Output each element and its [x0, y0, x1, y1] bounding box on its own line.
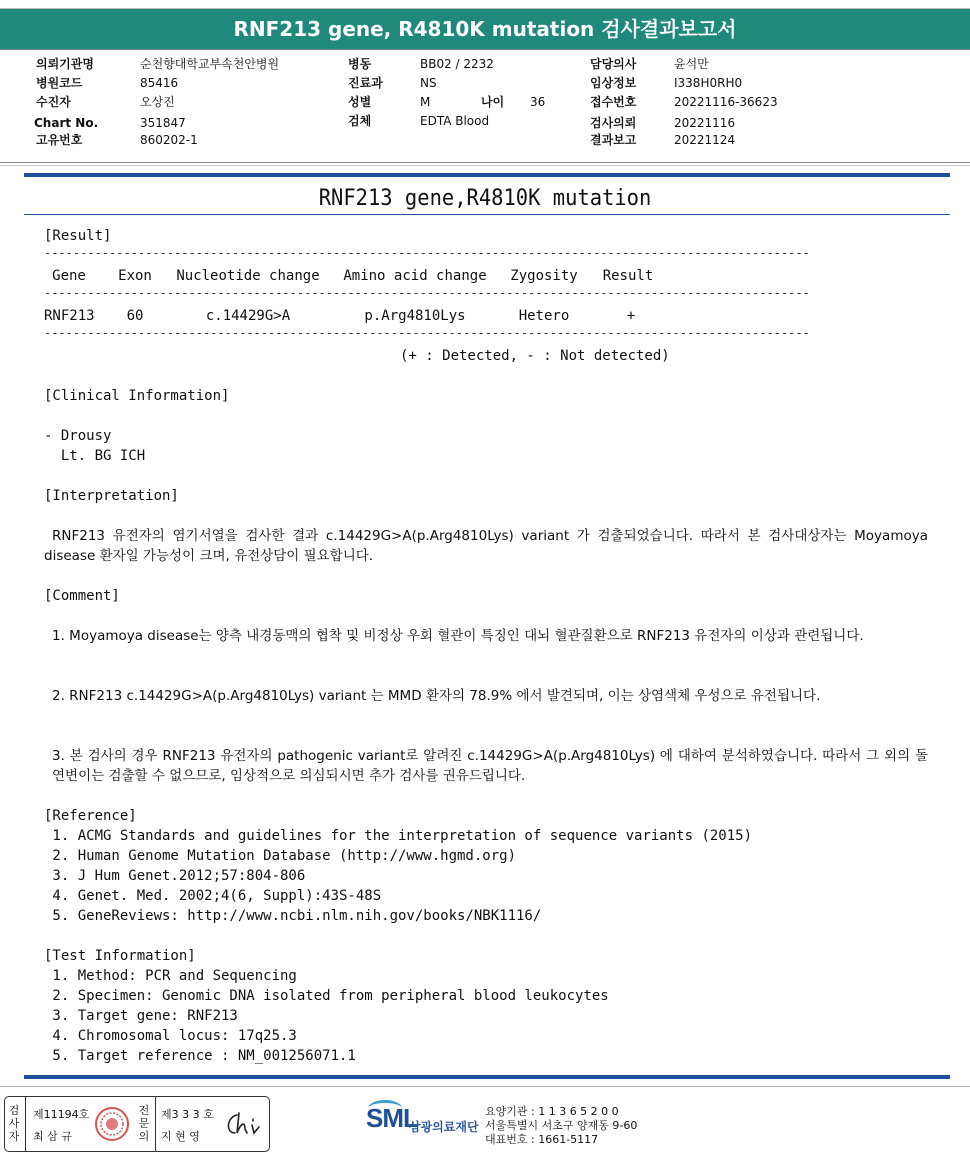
label-patient: 수진자: [36, 95, 71, 109]
comment-heading: [Comment]: [44, 588, 120, 604]
sig2-vertical-1: 전: [138, 1104, 150, 1117]
interpretation-text: RNF213 유전자의 염기서열을 검사한 결과 c.14429G>A(p.Arg4810Lys) variant 가 검출되었습니다. 따라서 본 검사대상자는 Moyamoya disease 환자일 가능성이 크며, 유전상담이 필요합니다.: [44, 528, 928, 564]
label-requesting-institution: 의뢰기관명: [36, 57, 94, 71]
sig2-name: 지 현 영: [161, 1130, 200, 1143]
value-department: NS: [420, 76, 437, 90]
test-info-item-3: 3. Target gene: RNF213: [44, 1008, 238, 1024]
test-info-heading: [Test Information]: [44, 948, 196, 964]
value-requesting-institution: 순천향대학교부속천안병원: [140, 57, 280, 71]
value-chart-no: 351847: [140, 116, 186, 130]
address-line-1: 요양기관 : 1 1 3 6 5 2 0 0: [485, 1105, 619, 1118]
value-specimen: EDTA Blood: [420, 114, 490, 128]
result-legend: (+ : Detected, - : Not detected): [400, 348, 670, 364]
value-physician: 윤석만: [674, 57, 709, 71]
label-chart-no: Chart No.: [34, 116, 99, 130]
sig1-vertical-3: 자: [8, 1130, 20, 1143]
table-dash-bottom: ----------------------------------------------------------------------------------------------------------: [44, 326, 810, 340]
footer-divider: [0, 1086, 970, 1087]
handwritten-signature-icon: [223, 1109, 261, 1139]
label-sex: 성별: [348, 95, 372, 109]
value-sex: M: [420, 95, 431, 109]
report-title: RNF213 gene,R4810K mutation: [318, 186, 652, 211]
label-age: 나이: [481, 95, 505, 109]
sig2-vertical-2: 문: [138, 1117, 150, 1130]
reference-item-3: 3. J Hum Genet.2012;57:804-806: [44, 868, 306, 884]
interpretation-heading: [Interpretation]: [44, 488, 179, 504]
reference-heading: [Reference]: [44, 808, 137, 824]
sig2-vertical-3: 의: [138, 1130, 150, 1143]
label-request-date: 검사의뢰: [590, 116, 637, 130]
table-dash-top: ----------------------------------------------------------------------------------------------------------: [44, 246, 810, 260]
header-divider-secondary: [0, 165, 970, 166]
test-info-item-1: 1. Method: PCR and Sequencing: [44, 968, 297, 984]
label-report-date: 결과보고: [590, 133, 637, 147]
value-receipt-no: 20221116-36623: [674, 95, 778, 109]
label-department: 진료과: [348, 76, 383, 90]
reference-item-5: 5. GeneReviews: http://www.ncbi.nlm.nih.gov/books/NBK1116/: [44, 908, 542, 924]
reference-item-4: 4. Genet. Med. 2002;4(6, Suppl):43S-48S: [44, 888, 382, 904]
sig-divider-1: [25, 1097, 26, 1151]
value-request-date: 20221116: [674, 116, 736, 130]
comment-3: 3. 본 검사의 경우 RNF213 유전자의 pathogenic variant로 알려진 c.14429G>A(p.Arg4810Lys) 에 대하여 분석하였습니다. 따라서 그 외의 돌연변이는 검출할 수 없으므로, 임상적으로 의심되시면 추가 검사를 권유드립니다.: [52, 748, 928, 784]
value-age: 36: [530, 95, 546, 109]
test-info-item-4: 4. Chromosomal locus: 17q25.3: [44, 1028, 297, 1044]
value-patient: 오상진: [140, 95, 175, 109]
comment-1: 1. Moyamoya disease는 양측 내경동맥의 협착 및 비정상 우회 혈관이 특징인 대뇌 혈관질환으로 RNF213 유전자의 이상과 관련됩니다.: [52, 628, 864, 644]
header-divider: [0, 162, 970, 163]
label-hospital-code: 병원코드: [36, 76, 83, 90]
label-physician: 담당의사: [590, 57, 637, 71]
sig1-vertical-2: 사: [8, 1117, 20, 1130]
clinical-heading: [Clinical Information]: [44, 388, 230, 404]
report-banner-title: RNF213 gene, R4810K mutation 검사결과보고서: [0, 8, 970, 50]
org-name: 삼광의료재단: [409, 1120, 479, 1134]
label-specimen: 검체: [348, 114, 372, 128]
table-dash-middle: ----------------------------------------------------------------------------------------------------------: [44, 286, 810, 300]
sig2-license: 제3 3 3 호: [161, 1108, 214, 1121]
label-unique-id: 고유번호: [36, 133, 83, 147]
sig-divider-2: [155, 1097, 156, 1151]
th-amino-acid: Amino acid change: [343, 268, 487, 284]
seal-stamp-icon: [94, 1106, 130, 1142]
td-result: +: [626, 308, 636, 324]
address-line-2: 서울특별시 서초구 양재동 9-60: [485, 1119, 638, 1132]
td-zygosity: Hetero: [518, 308, 570, 324]
sig1-license: 제11194호: [33, 1108, 90, 1121]
test-info-item-2: 2. Specimen: Genomic DNA isolated from peripheral blood leukocytes: [44, 988, 609, 1004]
address-line-3: 대표번호 : 1661-5117: [485, 1133, 599, 1146]
value-clinical-info: I338H0RH0: [674, 76, 743, 90]
td-amino-acid: p.Arg4810Lys: [364, 308, 466, 324]
value-report-date: 20221124: [674, 133, 736, 147]
sig1-name: 최 삼 규: [33, 1130, 72, 1143]
clinical-line-1: - Drousy: [44, 428, 112, 444]
reference-item-1: 1. ACMG Standards and guidelines for the interpretation of sequence variants (2015): [44, 828, 753, 844]
sig1-vertical-1: 검: [8, 1104, 20, 1117]
label-receipt-no: 접수번호: [590, 95, 637, 109]
label-ward: 병동: [348, 57, 372, 71]
th-nucleotide: Nucleotide change: [176, 268, 320, 284]
td-exon: 60: [126, 308, 144, 324]
title-bottom-rule: [24, 214, 950, 215]
value-hospital-code: 85416: [140, 76, 179, 90]
footer-top-rule: [24, 1075, 950, 1079]
reference-item-2: 2. Human Genome Mutation Database (http://www.hgmd.org): [44, 848, 517, 864]
th-result: Result: [602, 268, 654, 284]
value-ward: BB02 / 2232: [420, 57, 494, 71]
comment-2: 2. RNF213 c.14429G>A(p.Arg4810Lys) variant 는 MMD 환자의 78.9% 에서 발견되며, 이는 상염색체 우성으로 유전됩니다.: [52, 688, 821, 704]
td-gene: RNF213: [44, 308, 95, 324]
td-nucleotide: c.14429G>A: [205, 308, 291, 324]
value-unique-id: 860202-1: [140, 133, 198, 147]
th-exon: Exon: [118, 268, 152, 284]
label-clinical-info: 임상정보: [590, 76, 637, 90]
result-heading: [Result]: [44, 228, 112, 244]
th-gene: Gene: [52, 268, 86, 284]
clinical-line-2: Lt. BG ICH: [44, 448, 146, 464]
sml-logo: SML: [366, 1103, 418, 1133]
signature-box: [4, 1096, 270, 1152]
title-top-rule: [24, 173, 950, 177]
th-zygosity: Zygosity: [510, 268, 578, 284]
test-info-item-5: 5. Target reference : NM_001256071.1: [44, 1048, 356, 1064]
